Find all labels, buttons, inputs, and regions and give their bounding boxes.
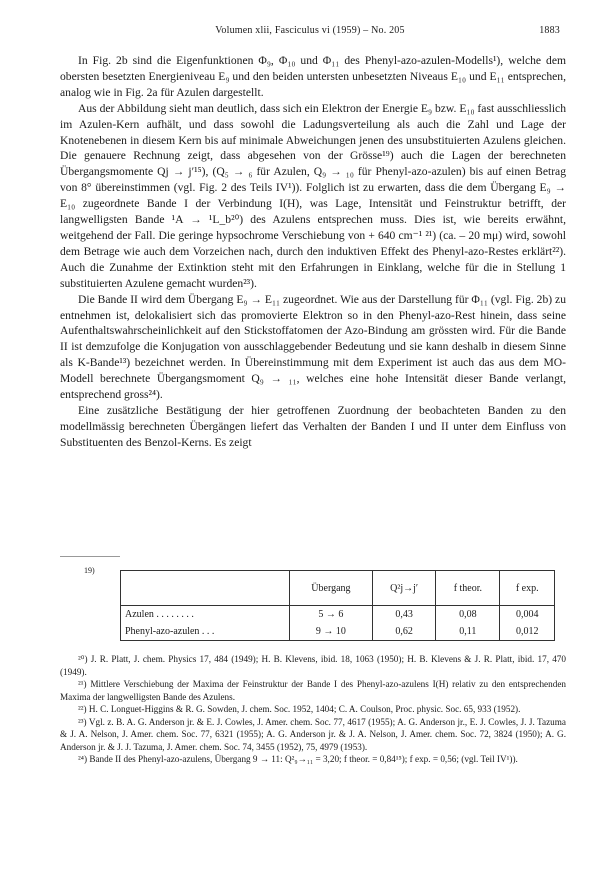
page-number: 1883: [539, 25, 560, 36]
footnote-divider: [60, 556, 120, 557]
table-header-cell: f exp.: [500, 571, 555, 606]
table-header-cell: f theor.: [436, 571, 500, 606]
journal-issue: Volumen xlii, Fasciculus vi (1959) – No. 205: [215, 25, 405, 36]
table-cell: 0,004: [500, 606, 555, 624]
table-cell: Azulen . . . . . . . .: [121, 606, 290, 624]
table-header-cell: Q²j→j′: [372, 571, 435, 606]
table-row: [121, 606, 555, 624]
footnote: ²³) Vgl. z. B. A. G. Anderson jr. & E. J. Cowles, J. Amer. chem. Soc. 77, 4617 (1955); A. G. Anderson jr., E. J. Cowles, J. J. Tazuma & J. A. Nelson, J. Amer. chem. Soc. 77, 6321 (1955); A. G. Anderson jr. & J. A. Nelson, J. Amer. chem. Soc. 72, 3824 (1950); A. G. Anderson jr. & J. J. Tazuma, J. Amer. chem. Soc. 74, 3455 (1952), 75, 4979 (1953).: [60, 716, 566, 752]
table-cell: 0,11: [436, 623, 500, 641]
paragraph: In Fig. 2b sind die Eigenfunktionen Φ₉, Φ₁₀ und Φ₁₁ des Phenyl-azo-azulen-Modells¹), welche dem obersten besetzten Energieniveau E₉ und den beiden untersten unbesetzten Niveaus E₁₀ und E₁₁ entsprechen, analog wie in Fig. 2a für Azulen dargestellt.: [60, 54, 566, 99]
table-row: [121, 623, 555, 641]
table-cell: Phenyl-azo-azulen . . .: [121, 623, 290, 641]
paragraph: Die Bande II wird dem Übergang E₉ → E₁₁ zugeordnet. Wie aus der Darstellung für Φ₁₁ (vgl. Fig. 2b) zu entnehmen ist, delokalisiert sich das promovierte Elektron so in den Phenyl-azo-Rest hinein, dass seine Aufenthaltswahrscheinlichkeit auf den Stickstoffatomen der Azo-Bindung am grössten wird. Für die Bande II ist demzufolge die Konjugation von ausschlaggebender Bedeutung und sie kann deshalb in diesem Sinne als K-Bande¹³) bezeichnet werden. In Übereinstimmung mit dem Experiment ist auch das aus dem MO-Modell berechnete Übergangsmoment Q₉ → ₁₁, welches eine hohe Intensität dieser Bande verlangt, entsprechend gross²⁴).: [60, 292, 566, 402]
transition-table-block: [60, 566, 566, 640]
table-header-cell: Übergang: [290, 571, 373, 606]
table-cell: 0,012: [500, 623, 555, 641]
footnote: ²⁴) Bande II des Phenyl-azo-azulens, Übergang 9 → 11: Q²₉→₁₁ = 3,20; f theor. = 0,84¹⁵); f exp. = 0,56; (vgl. Teil IV¹)).: [78, 754, 518, 764]
table-cell: 5 → 6: [290, 606, 373, 624]
footnote: ²⁰) J. R. Platt, J. chem. Physics 17, 484 (1949); H. B. Klevens, ibid. 18, 1063 (1950); H. B. Klevens & J. R. Platt, ibid. 17, 470 (1949).: [60, 654, 566, 677]
footnote: ²¹) Mittlere Verschiebung der Maxima der Feinstruktur der Bande I des Phenyl-azo-azulens I(H) relativ zu den entsprechenden Maxima der langwelligsten Bande des Azulens.: [60, 679, 566, 702]
running-header: [60, 25, 560, 39]
table-header-cell: [121, 571, 290, 606]
footnote: ²²) H. C. Longuet-Higgins & R. G. Sowden, J. chem. Soc. 1952, 1404; C. A. Coulson, Proc. physic. Soc. 65, 933 (1952).: [78, 704, 521, 714]
paragraph: Eine zusätzliche Bestätigung der hier getroffenen Zuordnung der beobachteten Banden zu den modellmässig berechneten Übergängen liefert das Verhalten der Banden I und II unter dem Einfluss von Substituenten des Benzol-Kerns. Es zeigt: [60, 403, 566, 449]
table-cell: 9 → 10: [290, 623, 373, 641]
footnotes: [60, 653, 566, 766]
table-cell: 0,08: [436, 606, 500, 624]
table-footnote-marker: 19): [84, 566, 95, 575]
main-text: [60, 53, 566, 451]
paragraph: Aus der Abbildung sieht man deutlich, dass sich ein Elektron der Energie E₉ bzw. E₁₀ fast ausschliesslich im Azulen-Kern aufhält, und dass sowohl die Ladungsverteilung als auch die Zahl und Lage der Knotenebenen in diesem Kern bis auf minimale Abweichungen jenen des unsubstituierten Azulens gleichen. Die genauere Rechnung zeigt, dass abgesehen von der Grösse¹⁹) auch die Lagen der berechneten Übergangsmomente Qj → j′¹⁵), (Q₅ → ₆ für Azulen, Q₉ → ₁₀ für Phenyl-azo-azulen) bis auf einen Betrag von 8° übereinstimmen (vgl. Fig. 2 des Teils IV¹)). Folglich ist zu erwarten, dass die dem Übergang E₉ → E₁₀ zugeordnete Bande I der Verbindung I(H), was Lage, Intensität und Feinstruktur betrifft, der langwelligsten Bande ¹A → ¹L_b²⁰) des Azulens entsprechen muss. Dies ist, wie bereits erwähnt, weitgehend der Fall. Die geringe hypsochrome Verschiebung von + 640 cm⁻¹ ²¹) (ca. – 20 mμ) wird, sowohl dem Betrage wie auch dem Vorzeichen nach, durch den induktiven Effekt des Phenyl-azo-Restes erklärt²²). Auch die Zunahme der Extinktion steht mit den Erfahrungen in Einklang, welche für die in Stellung 1 substituierten Azulene gemacht wurden²³).: [60, 101, 566, 290]
transition-table: [120, 570, 555, 641]
table-cell: 0,43: [372, 606, 435, 624]
table-cell: 0,62: [372, 623, 435, 641]
